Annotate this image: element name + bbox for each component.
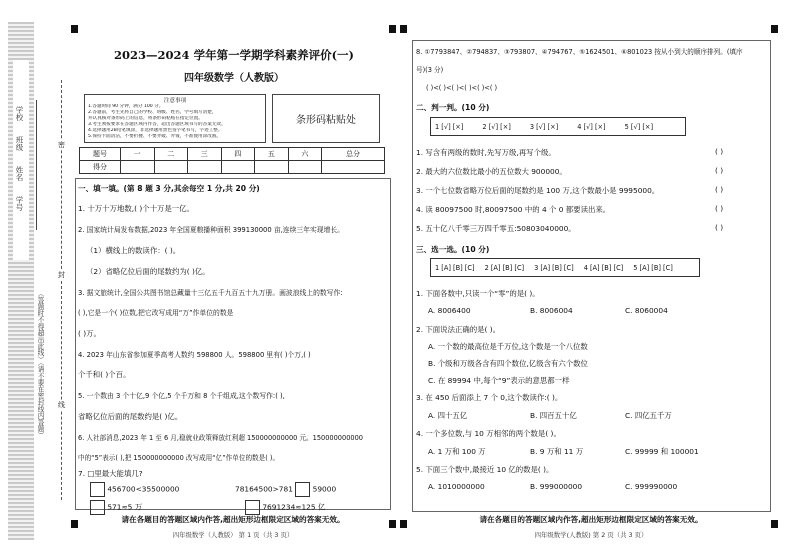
mc-option[interactable]: A. 1010000000	[428, 482, 485, 491]
score-value-row: 得分	[80, 161, 385, 174]
field-school: 学校	[15, 106, 24, 121]
question-line: 4. 2023 年山东省参加夏季高考人数约 598800 人。598800 里有( )个万,( )	[78, 351, 311, 359]
q7-item: 456700<35500000	[90, 482, 179, 497]
mc-option[interactable]: C. 99999 和 100001	[625, 447, 699, 456]
section-2-title: 二、判一判。(10 分)	[416, 103, 490, 112]
seal-label-feng: 封	[58, 271, 65, 279]
seal-warning: （答题时不得超出此线）（请不要在密封线内答题）	[36, 290, 44, 439]
mc-question: 3. 在 450 后面添上 7 个 0,这个数读作:( )。	[416, 393, 563, 402]
registration-mark	[389, 25, 396, 33]
tf-question: 1. 写含有两级的数时,先写万级,再写个级。	[416, 148, 556, 157]
seal-label-xian: 线	[58, 401, 65, 409]
question-line: 3. 据文旅统计,全国公共图书馆总藏量十三亿五千九百五十九万册。画波浪线上的数写作:	[78, 289, 343, 297]
field-id: 学号	[15, 196, 24, 211]
mc-option[interactable]: B. 999000000	[530, 482, 583, 491]
mc-question: 1. 下面各数中,只读一个“零”的是( )。	[416, 289, 540, 298]
tf-parens: ( )	[715, 166, 724, 175]
question-line: 中的“5”表示( ),把 150000000000 改写成用“亿”作单位的数是( )。	[78, 454, 280, 462]
exam-title: 2023—2024 学年第一学期学科素养评价(一)	[114, 48, 354, 62]
mc-option[interactable]: C. 999990000	[625, 482, 678, 491]
mc-option[interactable]: A. 四十五亿	[428, 411, 468, 420]
registration-mark	[71, 25, 78, 33]
note-line: 并认真核对条形码上的信息，将条形码粘贴在指定位置。	[88, 116, 203, 121]
note-line: 2.答题前，考生先将自己的学校、班级、姓名、学号填写清楚，	[88, 110, 217, 115]
mc-option[interactable]: B. 9 万和 11 万	[530, 447, 584, 456]
mc-answer-box	[430, 258, 700, 277]
tf-question: 2. 最大的六位数比最小的五位数大 900000。	[416, 167, 567, 176]
tf-answer-box	[430, 117, 686, 136]
note-line: 3.考生须按要求在答题区域内作答，超出答题区域书写的答案无效。	[88, 122, 226, 127]
question-line: （2）省略亿位后面的尾数约为( )亿。	[86, 267, 210, 276]
barcode-area	[272, 94, 380, 143]
score-header-row: 题号 一 二 三 四 五 六 总分	[80, 148, 385, 161]
registration-mark	[771, 25, 778, 33]
mc-option[interactable]: A. 一个数的最高位是千万位,这个数是一个八位数	[428, 342, 588, 351]
registration-mark	[400, 25, 407, 33]
mc-option[interactable]: A. 8006400	[428, 306, 471, 315]
question-line: 7. □里最大能填几?	[78, 469, 143, 478]
page-footer: 四年级数学（人教版） 第 1 页（共 3 页）	[172, 531, 294, 539]
tf-parens: ( )	[715, 204, 724, 213]
question-line: 个千和( )个百。	[78, 370, 131, 379]
tf-parens: ( )	[715, 147, 724, 156]
question-line: 6. 人社部消息,2023 年 1 至 6 月,稳就业政策释放红利超 150000000000 元。150000000000	[78, 434, 363, 442]
q7-item: 7691234≈125 亿	[245, 500, 325, 515]
notes-box	[84, 94, 266, 143]
page-footer: 四年级数学(人教版) 第 2 页（共 3 页）	[534, 531, 648, 539]
student-info-strip	[13, 60, 29, 260]
q7-item: 571≈5 万	[90, 500, 142, 515]
question-line: （1）横线上的数读作：( )。	[86, 246, 181, 255]
answer-box[interactable]	[90, 500, 105, 515]
mc-option[interactable]: A. 1 万和 100 万	[428, 447, 486, 456]
field-lines	[36, 100, 55, 230]
score-cell[interactable]	[154, 161, 188, 174]
tf-question: 3. 一个七位数省略万位后面的尾数约是 100 万,这个数最小是 9995000。	[416, 186, 660, 195]
tf-question: 4. 读 80097500 时,80097500 中的 4 个 0 都要读出来。	[416, 205, 611, 214]
question-line: 2. 国家统计局发布数据,2023 年全国夏粮播种面积 399130000 亩,连续三年实现增长。	[78, 226, 344, 234]
q8-answer: ( )<( )<( )<( )<( )<( )	[426, 84, 498, 92]
answer-area-warning: 请在各题目的答题区域内作答,超出矩形边框限定区域的答案无效。	[121, 515, 345, 524]
q7-item: 78164500>781 59000	[235, 482, 336, 497]
registration-mark	[400, 520, 407, 528]
mc-option[interactable]: C. 在 89994 中,每个“9”表示的意思都一样	[428, 376, 570, 385]
mc-choice[interactable]: 1 [A] [B] [C]	[435, 263, 475, 272]
q8-text: 号)(3 分)	[416, 66, 444, 74]
tf-choice[interactable]: 3 [√] [×]	[529, 122, 559, 131]
note-line: 4.选择题用2B铅笔填涂，非选择题用黑色签字笔书写，字迹工整。	[88, 128, 223, 133]
field-name: 姓名	[15, 166, 24, 181]
score-cell[interactable]	[288, 161, 322, 174]
score-cell[interactable]	[188, 161, 222, 174]
mc-choice[interactable]: 2 [A] [B] [C]	[484, 263, 525, 272]
tf-question: 5. 五十亿八千零三万四千零五:50803040000。	[416, 224, 576, 233]
tf-choice[interactable]: 5 [√] [×]	[624, 122, 654, 131]
q8-text: 8. ①7793847、②794837、③793807、④794767、⑤1624501、⑥801023 按从小到大的顺序排列。(填序	[416, 48, 743, 56]
question-line: 省略亿位后面的尾数约是( )亿。	[78, 412, 183, 421]
mc-option[interactable]: C. 四亿五千万	[625, 411, 672, 420]
question-line: ( ),它是一个( )位数,把它改写成用“万”作单位的数是	[78, 309, 234, 317]
section-3-title: 三、选一选。(10 分)	[416, 245, 490, 254]
mc-question: 2. 下面说法正确的是( )。	[416, 325, 501, 334]
answer-box[interactable]	[295, 482, 310, 497]
field-class: 班级	[15, 136, 24, 151]
question-line: 5. 一个数由 3 个十亿,9 个亿,5 个千万和 8 个千组成,这个数写作:( ),	[78, 392, 285, 400]
mc-option[interactable]: B. 8006004	[530, 306, 573, 315]
answer-box[interactable]	[90, 482, 105, 497]
section-1-title: 一、填一填。(第 8 题 3 分,其余每空 1 分,共 20 分)	[78, 184, 260, 193]
tf-parens: ( )	[715, 185, 724, 194]
answer-area-warning: 请在各题目的答题区域内作答,超出矩形边框限定区域的答案无效。	[479, 515, 703, 524]
mc-option[interactable]: B. 个级和万级各含有四个数位,亿级含有六个数位	[428, 359, 588, 368]
mc-choice[interactable]: 5 [A] [B] [C]	[633, 263, 673, 272]
mc-option[interactable]: C. 8060004	[625, 306, 668, 315]
score-cell[interactable]	[255, 161, 289, 174]
score-cell[interactable]	[221, 161, 255, 174]
score-cell[interactable]	[322, 161, 385, 174]
note-line: 5.保持卡面清洁，不要折叠、不要弄破、弄皱，不准使用涂改液。	[88, 134, 222, 139]
barcode-label: 条形码粘贴处	[296, 115, 356, 126]
mc-question: 5. 下面三个数中,最接近 10 亿的数是( )。	[416, 465, 554, 474]
score-cell[interactable]	[121, 161, 155, 174]
notes-title: 注意事项	[163, 98, 187, 104]
mc-question: 4. 一个多位数,与 10 万相邻的两个数是( )。	[416, 429, 561, 438]
score-table	[79, 147, 385, 174]
registration-mark	[771, 520, 778, 528]
question-line: ( )万。	[78, 329, 101, 338]
exam-subtitle: 四年级数学（人教版）	[184, 73, 284, 84]
note-line: 1.答题时间 90 分钟，满分 100 分。	[88, 104, 164, 109]
mc-option[interactable]: B. 四百五十亿	[530, 411, 577, 420]
question-line: 1. 十万十万地数,( )个十万是一亿。	[78, 204, 194, 213]
seal-label-mi: 密	[58, 141, 65, 149]
tf-parens: ( )	[715, 223, 724, 232]
tf-choice[interactable]: 2 [√] [×]	[482, 122, 511, 131]
tf-choice[interactable]: 1 [√] [×]	[435, 122, 464, 131]
mc-choice[interactable]: 3 [A] [B] [C]	[534, 263, 574, 272]
answer-box[interactable]	[245, 500, 260, 515]
tf-choice[interactable]: 4 [√] [×]	[577, 122, 606, 131]
mc-choice[interactable]: 4 [A] [B] [C]	[583, 263, 624, 272]
